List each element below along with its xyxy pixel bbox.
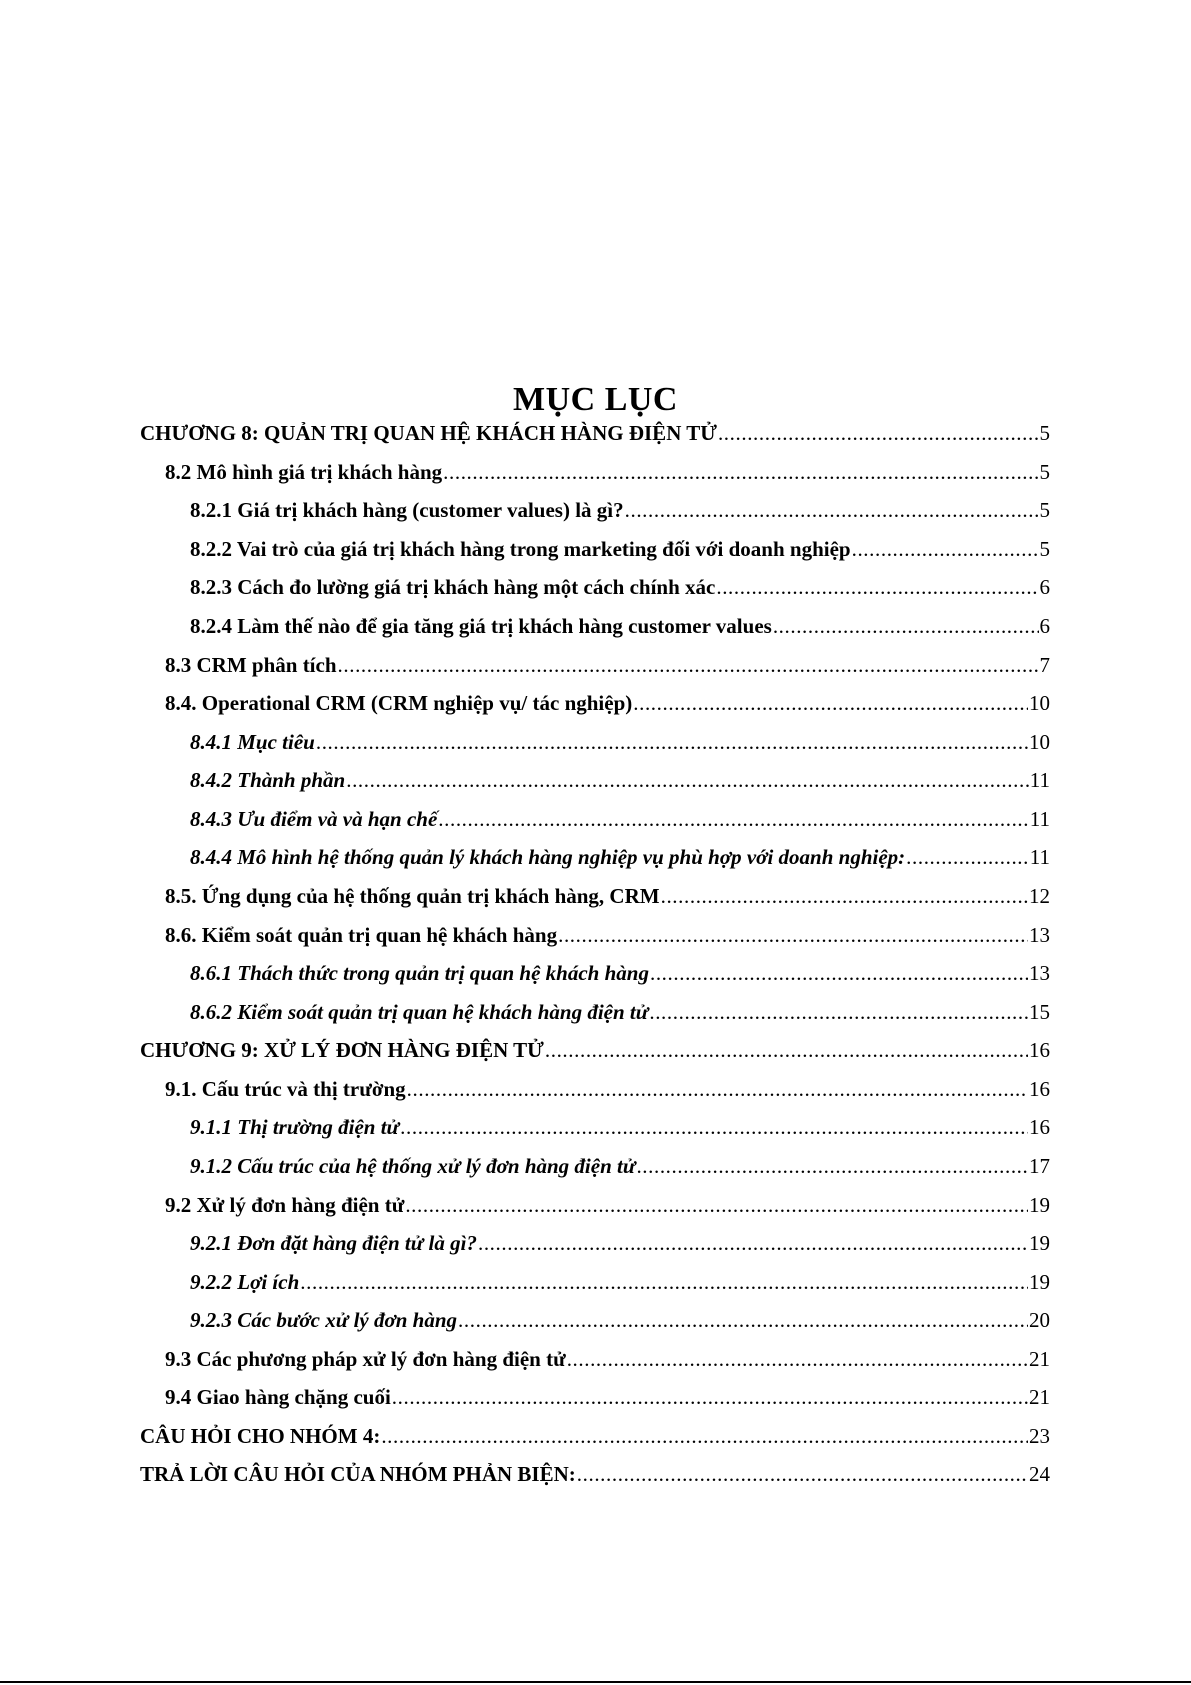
- toc-entry-page: 10: [1029, 691, 1050, 715]
- dot-leader: [558, 919, 1028, 951]
- toc-entry-label: 8.4.3 Ưu điểm và và hạn chế: [190, 807, 438, 831]
- toc-entry-8-4-3[interactable]: [190, 803, 1050, 835]
- toc-entry-label: 8.2 Mô hình giá trị khách hàng: [165, 460, 443, 484]
- dot-leader: [718, 417, 1039, 449]
- toc-entry-page: 5: [1039, 537, 1050, 561]
- dot-leader: [300, 1266, 1028, 1298]
- toc-entry-page: 10: [1029, 730, 1050, 754]
- toc-entry-8-6-2[interactable]: [190, 996, 1050, 1028]
- toc-entry-page: 13: [1029, 923, 1050, 947]
- toc-entry-page: 7: [1039, 653, 1050, 677]
- dot-leader: [773, 610, 1039, 642]
- toc-entry-label: 9.1.1 Thị trường điện tử: [190, 1115, 400, 1139]
- toc-entry-page: 19: [1029, 1193, 1050, 1217]
- toc-entry-9-3[interactable]: [165, 1343, 1050, 1375]
- toc-entry-9-2-1[interactable]: [190, 1227, 1050, 1259]
- toc-entry-page: 12: [1029, 884, 1050, 908]
- dot-leader: [625, 494, 1039, 526]
- dot-leader: [400, 1111, 1028, 1143]
- dot-leader: [443, 456, 1038, 488]
- toc-entry-label: 8.6.1 Thách thức trong quản trị quan hệ khách hàng: [190, 961, 649, 985]
- toc-entry-label: TRẢ LỜI CÂU HỎI CỦA NHÓM PHẢN BIỆN:: [140, 1462, 576, 1486]
- toc-entry-label: 8.4.4 Mô hình hệ thống quản lý khách hàng nghiệp vụ phù hợp với doanh nghiệp:: [190, 845, 906, 869]
- toc-entry-label: 9.2 Xử lý đơn hàng điện tử: [165, 1193, 405, 1217]
- dot-leader: [650, 957, 1028, 989]
- dot-leader: [478, 1227, 1028, 1259]
- dot-leader: [661, 880, 1028, 912]
- toc-entry-label: 9.4 Giao hàng chặng cuối: [165, 1385, 391, 1409]
- toc-entry-label: 9.2.2 Lợi ích: [190, 1270, 300, 1294]
- toc-entry-8-4[interactable]: [165, 687, 1050, 719]
- toc-entry-label: 8.2.1 Giá trị khách hàng (customer values) là gì?: [190, 498, 624, 522]
- toc-entry-page: 19: [1029, 1270, 1050, 1294]
- toc-entry-9-1-1[interactable]: [190, 1111, 1050, 1143]
- toc-entry-label: 9.2.1 Đơn đặt hàng điện tử là gì?: [190, 1231, 477, 1255]
- toc-entry-8-4-4[interactable]: [190, 841, 1050, 873]
- toc-entry-8-3[interactable]: [165, 649, 1050, 681]
- dot-leader: [906, 841, 1029, 873]
- toc-entry-page: 11: [1029, 845, 1050, 869]
- toc-entry-label: CHƯƠNG 9: XỬ LÝ ĐƠN HÀNG ĐIỆN TỬ: [140, 1038, 544, 1062]
- toc-entry-8-2[interactable]: [165, 456, 1050, 488]
- toc-entry-page: 16: [1029, 1077, 1050, 1101]
- toc-entry-label: 9.3 Các phương pháp xử lý đơn hàng điện tử: [165, 1347, 566, 1371]
- toc-entry-9-2-3[interactable]: [190, 1304, 1050, 1336]
- toc-entry-8-4-1[interactable]: [190, 726, 1050, 758]
- toc-entry-8-6-1[interactable]: [190, 957, 1050, 989]
- dot-leader: [407, 1073, 1028, 1105]
- dot-leader: [567, 1343, 1028, 1375]
- dot-leader: [852, 533, 1039, 565]
- toc-entry-page: 5: [1039, 498, 1050, 522]
- dot-leader: [633, 687, 1028, 719]
- toc-entry-label: 9.1.2 Cấu trúc của hệ thống xử lý đơn hàng điện tử: [190, 1154, 636, 1178]
- dot-leader: [338, 649, 1039, 681]
- toc-entry-label: CHƯƠNG 8: QUẢN TRỊ QUAN HỆ KHÁCH HÀNG ĐIỆN TỬ: [140, 421, 717, 445]
- toc-entry-8-2-4[interactable]: [190, 610, 1050, 642]
- toc-entry-answers-review-group[interactable]: [140, 1458, 1050, 1490]
- dot-leader: [458, 1304, 1028, 1336]
- toc-entry-9-1[interactable]: [165, 1073, 1050, 1105]
- toc-entry-page: 5: [1039, 421, 1050, 445]
- toc-entry-9-4[interactable]: [165, 1381, 1050, 1413]
- dot-leader: [636, 1150, 1028, 1182]
- toc-entry-9-2-2[interactable]: [190, 1266, 1050, 1298]
- dot-leader: [381, 1420, 1028, 1452]
- toc-entry-label: 8.4.1 Mục tiêu: [190, 730, 315, 754]
- toc-entry-page: 6: [1039, 575, 1050, 599]
- toc-entry-8-4-2[interactable]: [190, 764, 1050, 796]
- toc-entry-label: 8.3 CRM phân tích: [165, 653, 337, 677]
- toc-entry-page: 23: [1029, 1424, 1050, 1448]
- toc-entry-label: 8.2.4 Làm thế nào để gia tăng giá trị khách hàng customer values: [190, 614, 772, 638]
- dot-leader: [316, 726, 1028, 758]
- toc-entry-8-2-3[interactable]: [190, 571, 1050, 603]
- bottom-rule: [0, 1681, 1191, 1683]
- toc-entry-label: 8.4. Operational CRM (CRM nghiệp vụ/ tác nghiệp): [165, 691, 633, 715]
- toc-entry-page: 21: [1029, 1385, 1050, 1409]
- toc-entry-label: 8.5. Ứng dụng của hệ thống quản trị khách hàng, CRM: [165, 884, 660, 908]
- toc-entry-chapter-9[interactable]: [140, 1034, 1050, 1066]
- dot-leader: [649, 996, 1028, 1028]
- dot-leader: [577, 1458, 1028, 1490]
- toc-entry-label: CÂU HỎI CHO NHÓM 4:: [140, 1424, 381, 1448]
- toc-entry-page: 24: [1029, 1462, 1050, 1486]
- toc-entry-page: 16: [1029, 1115, 1050, 1139]
- toc-entry-page: 11: [1029, 807, 1050, 831]
- toc-entry-label: 8.6. Kiểm soát quản trị quan hệ khách hàng: [165, 923, 558, 947]
- toc-entry-8-6[interactable]: [165, 919, 1050, 951]
- toc-entry-page: 19: [1029, 1231, 1050, 1255]
- toc-entry-9-1-2[interactable]: [190, 1150, 1050, 1182]
- toc-entry-9-2[interactable]: [165, 1189, 1050, 1221]
- dot-leader: [545, 1034, 1028, 1066]
- toc-entry-page: 11: [1029, 768, 1050, 792]
- toc-entry-page: 20: [1029, 1308, 1050, 1332]
- toc-entry-label: 9.2.3 Các bước xử lý đơn hàng: [190, 1308, 458, 1332]
- toc-entry-page: 21: [1029, 1347, 1050, 1371]
- toc-entry-label: 9.1. Cấu trúc và thị trường: [165, 1077, 406, 1101]
- toc-entry-8-2-1[interactable]: [190, 494, 1050, 526]
- toc-entry-page: 17: [1029, 1154, 1050, 1178]
- toc-entry-label: 8.6.2 Kiểm soát quản trị quan hệ khách hàng điện tử: [190, 1000, 649, 1024]
- toc-entry-page: 15: [1029, 1000, 1050, 1024]
- page-title: MỤC LỤC: [513, 381, 678, 418]
- toc-entry-label: 8.4.2 Thành phần: [190, 768, 346, 792]
- toc-entry-chapter-8[interactable]: [140, 417, 1050, 449]
- dot-leader: [405, 1189, 1028, 1221]
- toc-entry-label: 8.2.3 Cách đo lường giá trị khách hàng một cách chính xác: [190, 575, 716, 599]
- toc-entry-8-2-2[interactable]: [190, 533, 1050, 565]
- toc-entry-page: 16: [1029, 1038, 1050, 1062]
- dot-leader: [438, 803, 1029, 835]
- dot-leader: [346, 764, 1029, 796]
- toc-entry-questions-group-4[interactable]: [140, 1420, 1050, 1452]
- dot-leader: [716, 571, 1038, 603]
- toc-entry-8-5[interactable]: [165, 880, 1050, 912]
- toc-entry-page: 5: [1039, 460, 1050, 484]
- toc-entry-label: 8.2.2 Vai trò của giá trị khách hàng trong marketing đối với doanh nghiệp: [190, 537, 851, 561]
- toc-entry-page: 6: [1039, 614, 1050, 638]
- toc-entry-page: 13: [1029, 961, 1050, 985]
- dot-leader: [392, 1381, 1028, 1413]
